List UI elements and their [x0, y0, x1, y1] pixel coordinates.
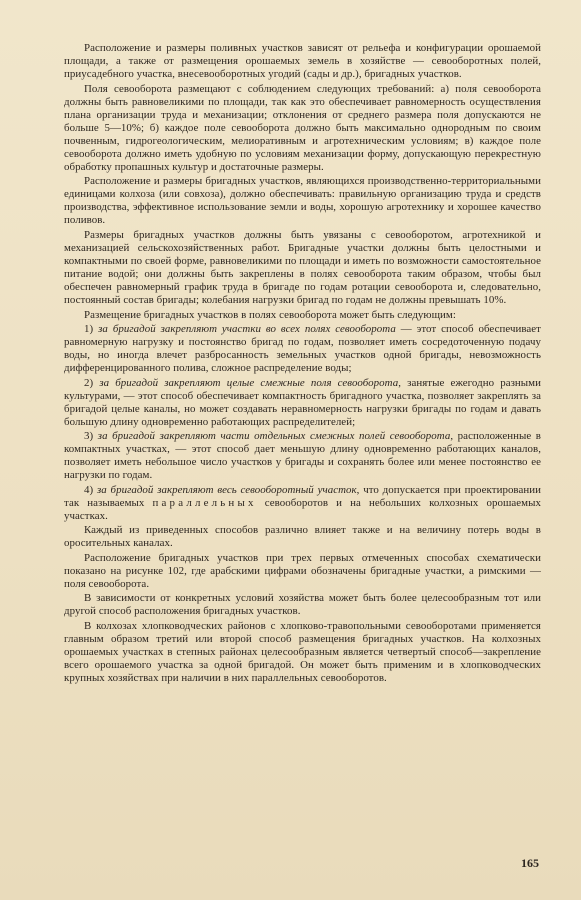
text-run: , занятые ежегодно разными культурами, — этот способ обеспечивает компактность бригадного участка, позволяет закреплять за бригадой целые каналы, но может создавать неравномерность нагрузки бригады по годам и давать большую длину одновременно работающих распределителей;: [64, 376, 541, 428]
paragraph: [64, 430, 541, 482]
text-run: параллельных: [152, 496, 257, 509]
text-run: севооборотов и на небольших колхозных орошаемых участках.: [64, 496, 541, 522]
text-run: Каждый из приведенных способов различно влияет также и на величину потерь воды в оросительных каналах.: [64, 524, 541, 550]
paragraph: [64, 484, 541, 523]
text-run: Расположение и размеры поливных участков зависят от рельефа и конфигурации орошаемой площади, а также от размещения орошаемых земель в хозяйстве — севооборотных полей, приусадебного участка, внесевооборотных угодий (сады и др.), бригадных участков.: [64, 42, 541, 81]
paragraph: [64, 83, 541, 174]
paragraph: [64, 309, 541, 322]
paragraph: [64, 42, 541, 81]
text-run: Расположение и размеры бригадных участков, являющихся производственно-территориальными единицами колхоза (или совхоза), должно обеспечивать: правильную организацию труда и средств производства, эффективное использование земли и воды, хорошую агротехнику и хорошее качество поливов.: [64, 175, 541, 227]
text-body: [64, 42, 541, 685]
paragraph: [64, 323, 541, 375]
italic-text: за бригадой закрепляют весь севооборотный участок: [96, 483, 357, 496]
paragraph: [64, 592, 541, 618]
text-run: В зависимости от конкретных условий хозяйства может быть более целесообразным тот или другой способ расположения бригадных участков.: [64, 592, 541, 618]
italic-text: за бригадой закрепляют части отдельных смежных полей севооборота: [97, 430, 451, 443]
text-run: 3): [84, 430, 98, 443]
paragraph: [64, 229, 541, 307]
text-run: Поля севооборота размещают с соблюдением следующих требований: а) поля севооборота должны быть равновеликими по площади, так как это обеспечивает равномерность осуществления плана организации труда и механизации; отклонения от среднего размера поля допускаются не больше 5—10%; б) каждое поле севооборота должно быть максимально однородным по своим почвенным, гидрогеологическим, мелиоративным и агротехническим условиям; в) каждое поле севооборота должно иметь удобную по условиям механизации форму, допускающую перекрестную обработку пропашных культур и достаточные размеры.: [64, 82, 541, 173]
italic-text: за бригадой закрепляют целые смежные поля севооборота: [99, 376, 399, 389]
paragraph: [64, 552, 541, 591]
paragraph: [64, 524, 541, 550]
text-run: 1): [84, 322, 99, 335]
paragraph: [64, 377, 541, 429]
text-run: , расположенные в компактных участках, — этот способ дает меньшую длину одновременно работающих каналов, позволяет иметь небольшое число участков у бригады и сохранять более или менее постоянство ее нагрузки по годам.: [64, 430, 541, 482]
italic-text: за бригадой закрепляют участки во всех полях севооборота: [98, 322, 396, 335]
text-run: 2): [84, 376, 100, 389]
text-run: Расположение бригадных участков при трех первых отмеченных способах схематически показано на рисунке 102, где арабскими цифрами обозначены бригадные участки, а римскими — поля севооборота.: [64, 551, 541, 590]
text-run: , что допускается при проектировании так называемых: [64, 483, 542, 509]
page-number: 165: [521, 856, 539, 870]
text-run: 4): [84, 483, 97, 496]
paragraph: [64, 620, 541, 685]
text-run: — этот способ обеспечивает равномерную нагрузку и постоянство бригад по годам, позволяет иметь сосредоточенную подачу воды, но иногда влечет разбросанность земельных участков одной бригады, невозможность дифференцированного полива, сложное распределение воды;: [64, 322, 541, 375]
paragraph: [64, 175, 541, 227]
text-run: В колхозах хлопководческих районов с хлопково-травопольными севооборотами применяется главным образом третий или второй способ размещения бригадных участков. На колхозных орошаемых участках в степных районах целесообразным является четвертый способ—закрепление всего орошаемого участка за одной бригадой. Он может быть применим и в хлопководческих крупных хозяйствах при наличии в них параллельных севооборотов.: [64, 619, 541, 684]
text-run: Размеры бригадных участков должны быть увязаны с севооборотом, агротехникой и механизацией сельскохозяйственных работ. Бригадные участки должны быть целостными и компактными по своей форме, равновеликими по площади и иметь по возможности самостоятельное питание водой; они должны быть закреплены в полях севооборота таким образом, чтобы был обеспечен равномерный график труда в бригаде по годам ротации севооборота и, следовательно, постоянный состав бригады; колебания нагрузки бригад по годам не должны превышать 10%.: [64, 228, 541, 307]
text-run: Размещение бригадных участков в полях севооборота может быть следующим:: [84, 308, 456, 321]
